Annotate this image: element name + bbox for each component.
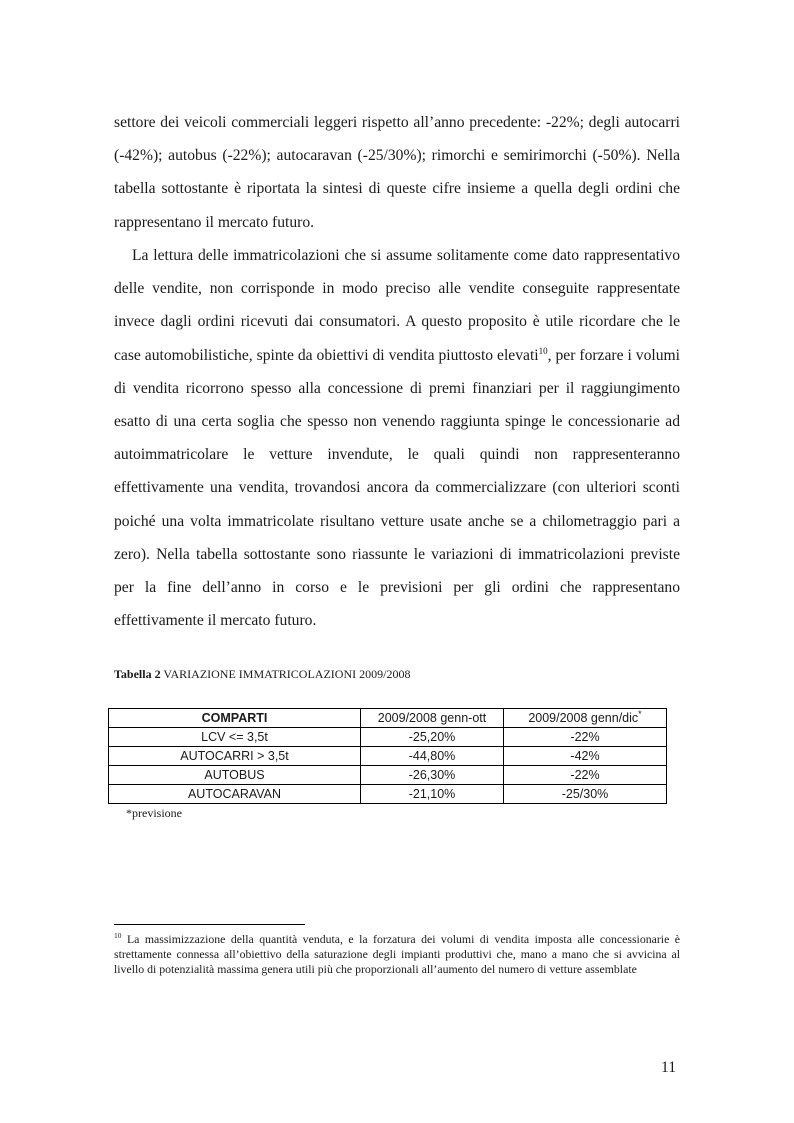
row-value-genn-ott: -21,10% [361, 785, 504, 804]
header-comparti: COMPARTI [109, 709, 361, 728]
forecast-mark: * [638, 708, 642, 719]
table-row [109, 785, 667, 804]
row-value-genn-ott: -44,80% [361, 747, 504, 766]
footnote-separator [114, 924, 305, 925]
table-note: *previsione [126, 806, 182, 820]
row-category: AUTOCARAVAN [109, 785, 361, 804]
row-value-genn-ott: -25,20% [361, 728, 504, 747]
row-value-genn-dic: -22% [504, 766, 667, 785]
row-category: LCV <= 3,5t [109, 728, 361, 747]
body-paragraph-1: settore dei veicoli commerciali leggeri rispetto all’anno precedente: -22%; degli autocarri (-42%); autobus (-22%); autocaravan (-25/30%); rimorchi e semirimorchi (-50%). Nella tabella sottostante è riportata la sintesi di queste cifre insieme a quella degli ordini che rappresentano il mercato futuro. [114, 114, 680, 231]
page-number: 11 [661, 1059, 677, 1076]
footnote-reference: 10 [538, 345, 548, 356]
footnote-text: La massimizzazione della quantità venduta, e la forzatura dei volumi di vendita imposta alle concessionarie è strettamente connessa all’obiettivo della saturazione degli impianti produttivi che, mano a mano che si avvicina al livello di potenzialità massima genera utili più che proporzionali all’aumento del numero di vetture assemblate [114, 932, 680, 976]
registrations-table [108, 708, 667, 804]
table-row [109, 766, 667, 785]
row-value-genn-dic: -25/30% [504, 785, 667, 804]
footnote [114, 932, 680, 977]
table-caption-text: VARIAZIONE IMMATRICOLAZIONI 2009/2008 [160, 667, 411, 681]
table-row [109, 747, 667, 766]
row-category: AUTOCARRI > 3,5t [109, 747, 361, 766]
table-row [109, 728, 667, 747]
footnote-number: 10 [114, 931, 122, 941]
table-caption-label: Tabella 2 [114, 667, 161, 681]
row-category: AUTOBUS [109, 766, 361, 785]
table-caption [114, 667, 410, 682]
header-genn-dic [504, 709, 667, 728]
header-genn-dic-label: 2009/2008 genn/dic [528, 711, 639, 725]
table-header-row [109, 709, 667, 728]
paragraph-2-text-start: La lettura delle immatricolazioni che si assume solitamente come dato rappresentativo delle vendite, non corrisponde in modo preciso alle vendite conseguite rappresentate invece dagli ordini ricevuti dai consumatori. A questo proposito è utile ricordare che le case automobilistiche, spinte da obiettivi di vendita piuttosto elevati [114, 247, 680, 364]
body-paragraph-2 [114, 239, 680, 637]
header-genn-ott: 2009/2008 genn-ott [361, 709, 504, 728]
paragraph-2-text-end: , per forzare i volumi di vendita ricorrono spesso alla concessione di premi finanziari per il raggiungimento esatto di una certa soglia che spesso non venendo raggiunta spinge le concessionarie ad autoimmatricolare le vetture invendute, le quali quindi non rappresenteranno effettivamente una vendita, trovandosi ancora da commercializzare (con ulteriori sconti poiché una volta immatricolate risultano vetture usate anche se a chilometraggio pari a zero). Nella tabella sottostante sono riassunte le variazioni di immatricolazioni previste per la fine dell’anno in corso e le previsioni per gli ordini che rappresentano effettivamente il mercato futuro. [114, 346, 680, 630]
row-value-genn-dic: -42% [504, 747, 667, 766]
row-value-genn-ott: -26,30% [361, 766, 504, 785]
row-value-genn-dic: -22% [504, 728, 667, 747]
